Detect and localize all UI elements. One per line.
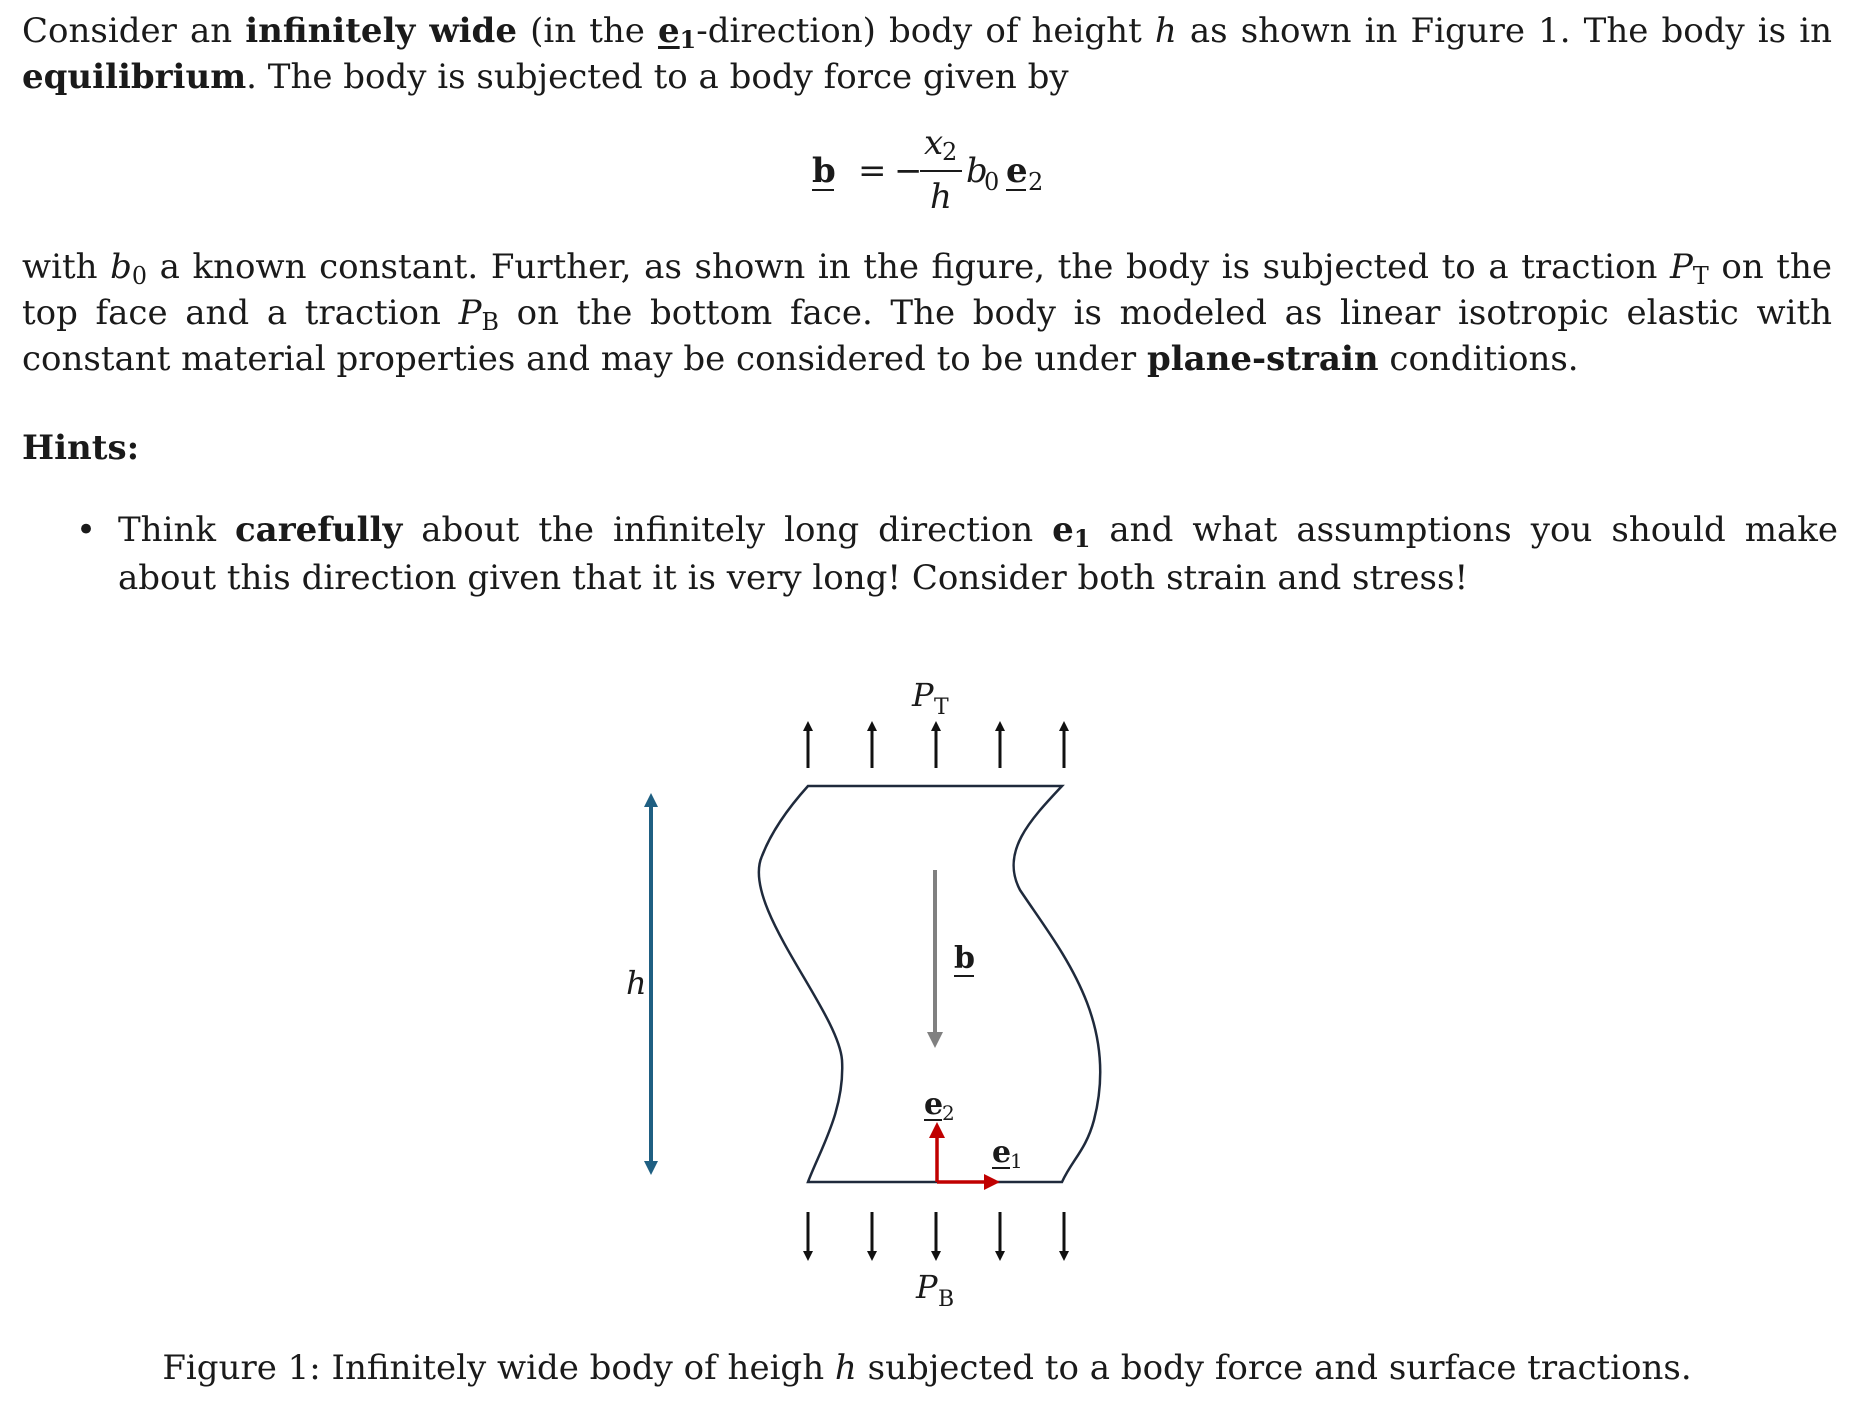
figure-caption bbox=[0, 1348, 1854, 1388]
text: with bbox=[22, 247, 111, 287]
top-traction-arrows bbox=[808, 726, 1064, 768]
e1-vector: $e_1$ bbox=[1052, 510, 1091, 553]
text: conditions. bbox=[1378, 339, 1579, 379]
eq-minus: − bbox=[894, 151, 923, 191]
height-symbol: h bbox=[834, 1348, 857, 1388]
text: on the top face and a traction bbox=[22, 247, 1832, 333]
label-e1: e bbox=[992, 1135, 1012, 1170]
bullet-icon: • bbox=[76, 510, 97, 550]
eq-b0-sub: 0 bbox=[984, 168, 1000, 196]
hint-item bbox=[118, 506, 1838, 602]
text: about the infinitely long direction bbox=[402, 510, 1053, 550]
label-e1-sub: 1 bbox=[1010, 1149, 1023, 1173]
eq-numerator: x bbox=[924, 123, 944, 163]
eq-b0: b bbox=[966, 151, 988, 191]
bold-plane-strain: plane-strain bbox=[1146, 339, 1379, 379]
label-b: b bbox=[954, 941, 975, 976]
text: (in the bbox=[516, 11, 659, 51]
bold-carefully: carefully bbox=[234, 510, 403, 550]
eq-numerator-sub: 2 bbox=[942, 138, 958, 166]
text: as shown in Figure 1. The body is in bbox=[1176, 11, 1832, 51]
text: . The body is subjected to a body force given by bbox=[246, 57, 1069, 97]
eq-e2-sub: 2 bbox=[1028, 168, 1044, 196]
pt-symbol: P bbox=[1669, 247, 1693, 287]
label-pb: P bbox=[916, 1268, 938, 1306]
text: on the bottom face. The body is modeled as linear isotropic elastic with constant material properties and may be considered to be under bbox=[22, 293, 1833, 379]
bold-equilibrium: equilibrium bbox=[22, 57, 247, 97]
text: and what assumptions you should make about this direction given that it is very long! Consider both strain and stress! bbox=[118, 510, 1838, 598]
bold-infinitely-wide: infinitely wide bbox=[245, 11, 517, 51]
b0-symbol: b bbox=[110, 247, 132, 287]
eq-b-vector: b bbox=[812, 151, 836, 191]
text: Consider an bbox=[22, 11, 246, 51]
body-outline bbox=[759, 786, 1101, 1182]
pb-symbol: P bbox=[458, 293, 482, 333]
label-e2: e bbox=[924, 1087, 944, 1122]
intro-paragraph bbox=[22, 8, 1832, 100]
text: Think bbox=[118, 510, 235, 550]
label-pb-sub: B bbox=[938, 1287, 955, 1312]
bottom-traction-arrows bbox=[808, 1212, 1064, 1256]
text: a known constant. Further, as shown in the figure, the body is subjected to a traction bbox=[147, 247, 1670, 287]
figure-1 bbox=[0, 660, 1854, 1320]
conditions-paragraph: with $b_0$ a known constant. Further, as shown in the figure, the body is subjected to a traction $P_T$ on the top face and a traction $P_B$ on the bottom face. The body is modeled as linear isotropic elastic with constant material properties and may be considered to be under plane-strain conditions. bbox=[22, 247, 1833, 379]
label-pt-sub: T bbox=[934, 695, 949, 720]
eq-denominator: h bbox=[930, 177, 952, 217]
e1-vector: $e_1$ bbox=[658, 11, 697, 54]
label-pt: P bbox=[912, 676, 934, 714]
text: -direction) body of height bbox=[696, 11, 1155, 51]
hints-heading: Hints: bbox=[22, 428, 140, 468]
text: subjected to a body force and surface tractions. bbox=[856, 1348, 1692, 1388]
label-e2-sub: 2 bbox=[942, 1101, 955, 1125]
eq-equals: = bbox=[858, 151, 887, 191]
eq-e2-vector: e bbox=[1006, 151, 1028, 191]
height-symbol: h bbox=[1154, 11, 1177, 51]
body-force-equation bbox=[0, 120, 1854, 220]
label-h: h bbox=[626, 964, 647, 1002]
text: Figure 1: Infinitely wide body of heigh bbox=[162, 1348, 835, 1388]
